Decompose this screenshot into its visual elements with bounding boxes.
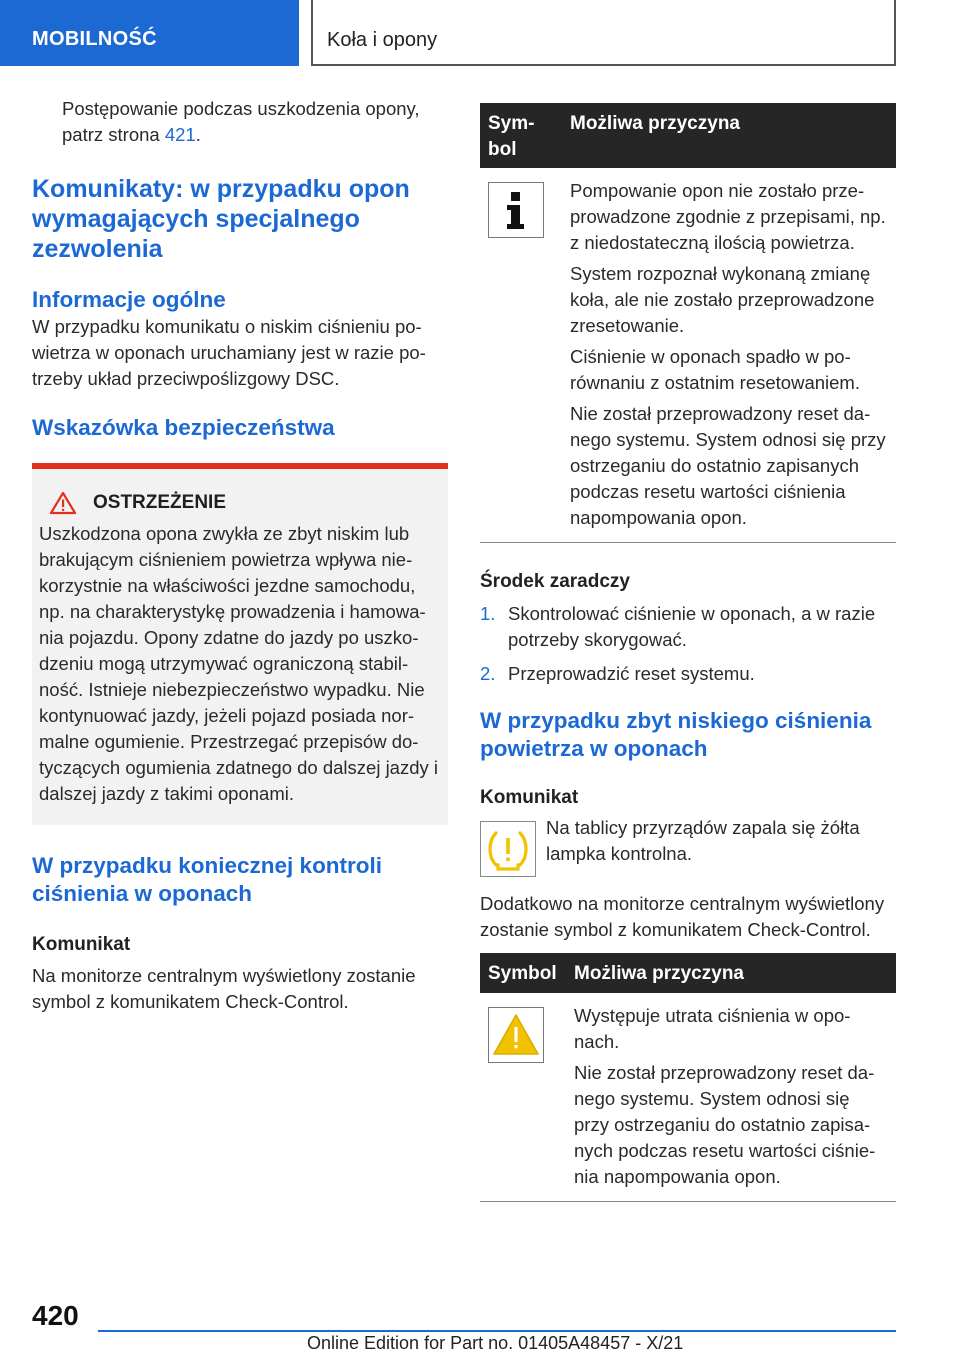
chapter-title: Koła i opony: [327, 29, 438, 51]
lamp-row: [480, 815, 896, 877]
table-row: [480, 168, 896, 543]
cause-table-1: [480, 103, 896, 543]
warning-text: Uszkodzona opona zwykła ze zbyt niskim lub brakującym ciśnieniem powietrza wpływa niekorzystnie na właściwości jezdne samochodu, np. na charakterystykę prowadzenia i hamowania pojazdu. Opony zdatne do jazdy po uszkodzeniu mogą utrzymywać ograniczoną stabilność. Istnieje niebezpieczeństwo wypadku. Nie kontynuować jazdy, jeżeli pojazd posiada normalne ogumienie. Przestrzegać przepisów dotyczących ogumienia zdatnego do dalszej jazdy i dalszej jazdy z takimi oponami.: [39, 523, 439, 804]
extra-paragraph: Dodatkowo na monitorze centralnym wyświetlony zostanie symbol z komunikatem Check-Control.: [480, 893, 885, 940]
warning-title-row: [39, 491, 440, 515]
cause-list: [566, 1003, 896, 1195]
tire-pressure-lamp-icon: [480, 821, 536, 877]
footer-divider: [98, 1330, 896, 1332]
table-header: [480, 103, 896, 168]
cause-item: System rozpoznał wykonaną zmianę koła, ale nie zostało przeprowadzone zresetowanie.: [570, 263, 875, 336]
page-link[interactable]: 421: [164, 124, 196, 145]
general-paragraph: W przypadku komunikatu o niskim ciśnieniu powietrza w oponach uruchamiany jest w razie potrzeby układ przeciwpoślizgowy DSC.: [32, 316, 426, 389]
column-header-symbol: Symbol: [488, 113, 535, 160]
check-heading: W przypadku koniecznej kontroli ciśnienia w oponach: [32, 853, 383, 906]
lamp-text: Na tablicy przyrządów zapala się żółta lampka kontrolna.: [546, 817, 860, 864]
chapter-box: [311, 0, 896, 66]
right-column: [480, 103, 896, 1202]
table-header: [480, 953, 896, 993]
section-tab: [0, 0, 299, 66]
cause-item: Pompowanie opon nie zostało przeprowadzone zgodnie z przepisami, np. z niedostateczną ilością powietrza.: [570, 180, 886, 253]
cause-item: Nie został przeprowadzony reset danego systemu. System odnosi się przy ostrzeganiu do ostatnio zapisanych podczas resetu wartości ciśnienia napompowania opon.: [574, 1062, 876, 1187]
section-title: MOBILNOŚĆ: [32, 28, 157, 50]
warning-triangle-icon: [488, 1007, 544, 1063]
cause-table-2: [480, 953, 896, 1202]
warning-box: [32, 463, 448, 825]
footer-edition: Online Edition for Part no. 01405A48457 - X/21: [307, 1333, 684, 1353]
message-label-2: Komunikat: [480, 787, 579, 808]
general-heading: Informacje ogólne: [32, 287, 226, 312]
safety-heading: Wskazówka bezpieczeństwa: [32, 415, 335, 440]
cause-list: [562, 178, 896, 536]
list-item: 1. Skontrolować ciśnienie w oponach, a w razie potrzeby skorygować.: [480, 603, 876, 650]
table-row: [480, 993, 896, 1202]
column-header-cause: Możliwa przyczyna: [570, 113, 740, 134]
cause-item: Ciśnienie w oponach spadło w porównaniu z ostatnim resetowaniem.: [570, 346, 860, 393]
list-item: 2. Przeprowadzić reset systemu.: [480, 663, 755, 684]
message-paragraph: Na monitorze centralnym wyświetlony zostanie symbol z komunikatem Check-Control.: [32, 965, 416, 1012]
intro-paragraph: Postępowanie podczas uszkodzenia opony, patrz strona 421.: [62, 98, 420, 145]
left-column: [32, 96, 448, 1015]
cause-item: Nie został przeprowadzony reset danego systemu. System odnosi się przy ostrzeganiu do ostatnio zapisanych podczas resetu wartości ciśnienia napompowania opon.: [570, 403, 886, 528]
warning-title: OSTRZEŻENIE: [93, 492, 227, 513]
remedy-steps: [480, 601, 896, 687]
remedy-label: Środek zaradczy: [480, 571, 630, 592]
column-header-symbol: Symbol: [488, 963, 557, 984]
message-label: Komunikat: [32, 934, 131, 955]
warning-triangle-icon: [49, 491, 77, 515]
column-header-cause: Możliwa przyczyna: [574, 963, 744, 984]
page-number: 420: [32, 1300, 79, 1331]
cause-item: Występuje utrata ciśnienia w oponach.: [574, 1005, 851, 1052]
main-heading: Komunikaty: w przypadku opon wymagających specjalnego zezwolenia: [32, 175, 410, 263]
low-pressure-heading: W przypadku zbyt niskiego ciśnienia powietrza w oponach: [480, 708, 872, 761]
info-icon: [488, 182, 544, 238]
